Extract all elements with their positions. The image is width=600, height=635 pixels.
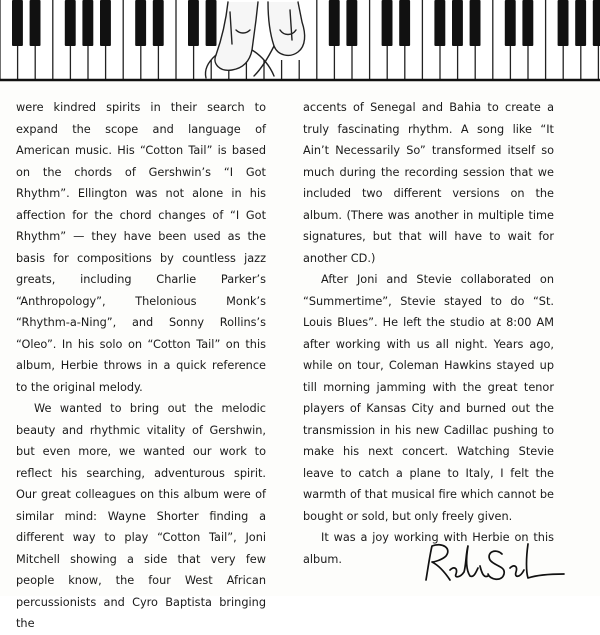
- piano-keyboard-illustration: [0, 0, 600, 84]
- signature: [418, 540, 568, 586]
- text-column-right: [303, 97, 554, 570]
- paragraph: were kindred spirits in their search to expand the scope and language of American music. His “Cotton Tail” is based on the chords of Gershwin’s “I Got Rhythm”. Ellington was not alone in his affection for the chord changes of “I Got Rhythm” — they have been used as the basis for compositions by countless jazz greats, including Charlie Parker’s “Anthropology”, Thelonious Monk’s “Rhythm-a-Ning”, and Sonny Rollins’s “Oleo”. In his solo on “Cotton Tail” on this album, Herbie throws in a quick reference to the original melody.: [16, 101, 266, 394]
- paragraph: After Joni and Stevie collaborated on “Summertime”, Stevie stayed to do “St. Louis Blues”. He left the studio at 8:00 AM after working with us all night. Years ago, while on tour, Coleman Hawkins stayed up till morning jamming with the great tenor players of Kansas City and burned out the transmission in his new Cadillac pushing to make his next concert. Watching Stevie leave to catch a plane to Italy, I felt the warmth of that musical fire which cannot be bought or sold, but only freely given.: [303, 273, 554, 523]
- paragraph: It was a joy working with Herbie on this album.: [303, 531, 554, 566]
- paragraph: accents of Senegal and Bahia to create a truly fascinating rhythm. A song like “It Ain’t Necessarily So” transformed itself so much during the recording session that we included two different versions on the album. (There was another in multiple time signatures, but that will have to wait for another CD.): [303, 101, 554, 265]
- piano-keys-icon: [0, 0, 600, 84]
- text-column-left: [16, 97, 266, 635]
- paragraph: We wanted to bring out the melodic beauty and rhythmic vitality of Gershwin, but even more, we wanted our work to reflect his searching, adventurous spirit. Our great colleagues on this album were of similar mind: Wayne Shorter finding a different way to play “Cotton Tail”, Joni Mitchell showing a side that very few people know, the four West African percussionists and Cyro Baptista bringing the: [16, 402, 266, 630]
